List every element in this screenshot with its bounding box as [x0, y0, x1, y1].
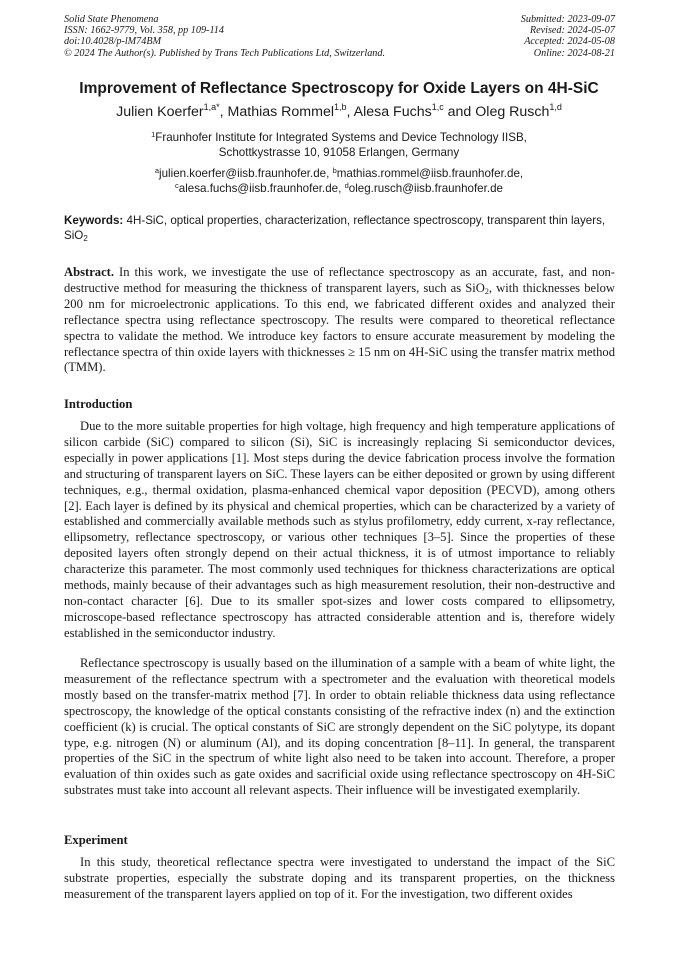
journal-info: [64, 14, 385, 59]
copyright-line: © 2024 The Author(s). Published by Trans Tech Publications Ltd, Switzerland.: [64, 47, 386, 59]
email-mark: c: [175, 181, 179, 190]
author-affil-mark: 1,b: [333, 102, 347, 112]
email-list: [0, 166, 678, 196]
affiliation-mark: 1: [151, 130, 156, 139]
issn-line: ISSN: 1662-9779, Vol. 358, pp 109-114: [64, 25, 224, 37]
abstract-text-2: , with thicknesses below 200 nm for microelectronic applications. To this end, we fabricated different oxides and analyzed their reflectance spectra using reflectance spectroscopy. The results were compared to theoretical reflectance spectra to validate the method. We introduce key factors to ensure accurate measurement by modeling the reflectance spectra of thin oxide layers with thicknesses ≥ 15 nm on 4H-SiC using the transfer matrix method (TMM).: [64, 280, 615, 375]
email-address[interactable]: alesa.fuchs@iisb.fraunhofer.de: [178, 182, 339, 195]
author-separator: ,: [346, 104, 354, 120]
submitted-date: Submitted: 2023-09-07: [520, 14, 615, 25]
abstract-label: Abstract.: [64, 265, 115, 279]
author-name: Julien Koerfer: [116, 104, 204, 120]
accepted-date: Accepted: 2024-05-08: [524, 36, 615, 48]
affiliation-institute: Fraunhofer Institute for Integrated Systems and Device Technology IISB,: [155, 131, 527, 144]
author-name: Alesa Fuchs: [353, 104, 432, 120]
experiment-paragraph-1: In this study, theoretical reflectance spectra were investigated to understand the impact of the SiC substrate properties, especially the substrate doping and its transparent properties, on the thickness measurement of the transparent layers applied on top of it. For the investigation, two different oxides: [64, 855, 615, 901]
email-address[interactable]: mathias.rommel@iisb.fraunhofer.de: [336, 167, 520, 180]
keywords-subscript: 2: [83, 234, 88, 243]
email-separator: ,: [519, 167, 524, 180]
publication-dates: [521, 14, 615, 59]
journal-name: Solid State Phenomena: [64, 14, 159, 25]
affiliation: [0, 130, 678, 160]
abstract-subscript: 2: [484, 286, 489, 296]
author-separator: and: [443, 104, 476, 120]
introduction-paragraph-1: Due to the more suitable properties for high voltage, high frequency and high temperature applications of silicon carbide (SiC) compared to silicon (Si), SiC is increasingly replacing Si semiconductor devices, especially in power applications [1]. Most steps during the device fabrication process involve the formation and structuring of transparent layers on SiC. These layers can be either deposited or grown by using different techniques, e.g., thermal oxidation, plasma-enhanced chemical vapor deposition (PECVD), among others [2]. Each layer is defined by its physical and chemical properties, which can be characterized by a variety of established and commercially available methods such as stylus profilometry, eddy current, x-ray reflectance, ellipsometry, reflectance spectroscopy, or various other techniques [3–5]. Since the properties of these deposited layers often strongly depend on their actual thickness, it is of utmost importance to reliably characterize this parameter. The most commonly used techniques for thickness characterizations are optical methods, mainly because of their advantages such as high measurement resolution, their non-destructive and non-contact character [6]. Due to its smaller spot-sizes and lower costs compared to ellipsometry, microscope-based reflectance spectroscopy has attracted considerable attention and is, therefore widely established in the semiconductor industry.: [64, 419, 615, 640]
email-address[interactable]: oleg.rusch@iisb.fraunhofer.de: [348, 182, 503, 195]
email-separator: ,: [326, 167, 333, 180]
author-list: [0, 104, 678, 120]
email-address[interactable]: julien.koerfer@iisb.fraunhofer.de: [159, 167, 327, 180]
revised-date: Revised: 2024-05-07: [529, 25, 615, 37]
abstract: [64, 265, 615, 376]
author-affil-mark: 1,a*: [203, 102, 220, 112]
section-heading-experiment: Experiment: [64, 833, 128, 847]
keywords: [64, 213, 615, 243]
email-mark: a: [154, 166, 160, 175]
affiliation-address: Schottkystrasse 10, 91058 Erlangen, Germany: [218, 146, 460, 159]
author-affil-mark: 1,c: [431, 102, 444, 112]
doi-line: doi:10.4028/p-lM74BM: [64, 36, 162, 48]
introduction-paragraph-2: Reflectance spectroscopy is usually based on the illumination of a sample with a beam of white light, the measurement of the reflectance spectrum with a spectrometer and the evaluation with theoretical models mostly based on the transfer-matrix method [7]. In order to obtain reliable thickness data using reflectance spectroscopy, the knowledge of the optical constants consisting of the refractive index (n) and the extinction coefficient (k) is crucial. The optical constants of SiC are strongly dependent on the SiC polytype, its dopant type, e.g. nitrogen (N) or aluminum (Al), and its doping concentration [8–11]. In general, the transparent properties of the SiC in the spectrum of white light also need to be taken into account. Therefore, a proper evaluation of thin oxides such as gate oxides and sacrificial oxide using reflectance spectroscopy on 4H-SiC substrates must take into account all relevant aspects. Their influence will be investigated exemplarily.: [64, 656, 615, 798]
paper-title: Improvement of Reflectance Spectroscopy for Oxide Layers on 4H-SiC: [79, 80, 599, 97]
email-mark: b: [332, 166, 337, 175]
author-separator: ,: [219, 104, 228, 120]
keywords-text: 4H-SiC, optical properties, characterization, reflectance spectroscopy, transparent thin layers, SiO: [64, 214, 606, 242]
author-affil-mark: 1,d: [549, 102, 562, 112]
section-heading-introduction: Introduction: [64, 397, 133, 411]
email-separator: ,: [338, 182, 345, 195]
author-name: Oleg Rusch: [475, 104, 550, 120]
abstract-text-1: In this work, we investigate the use of reflectance spectroscopy as an accurate, fast, and non-destructive method for measuring the thickness of transparent layers, such as SiO: [64, 265, 615, 295]
author-name: Mathias Rommel: [227, 104, 334, 120]
online-date: Online: 2024-08-21: [533, 47, 615, 59]
keywords-label: Keywords:: [64, 214, 124, 227]
email-mark: d: [344, 181, 349, 190]
